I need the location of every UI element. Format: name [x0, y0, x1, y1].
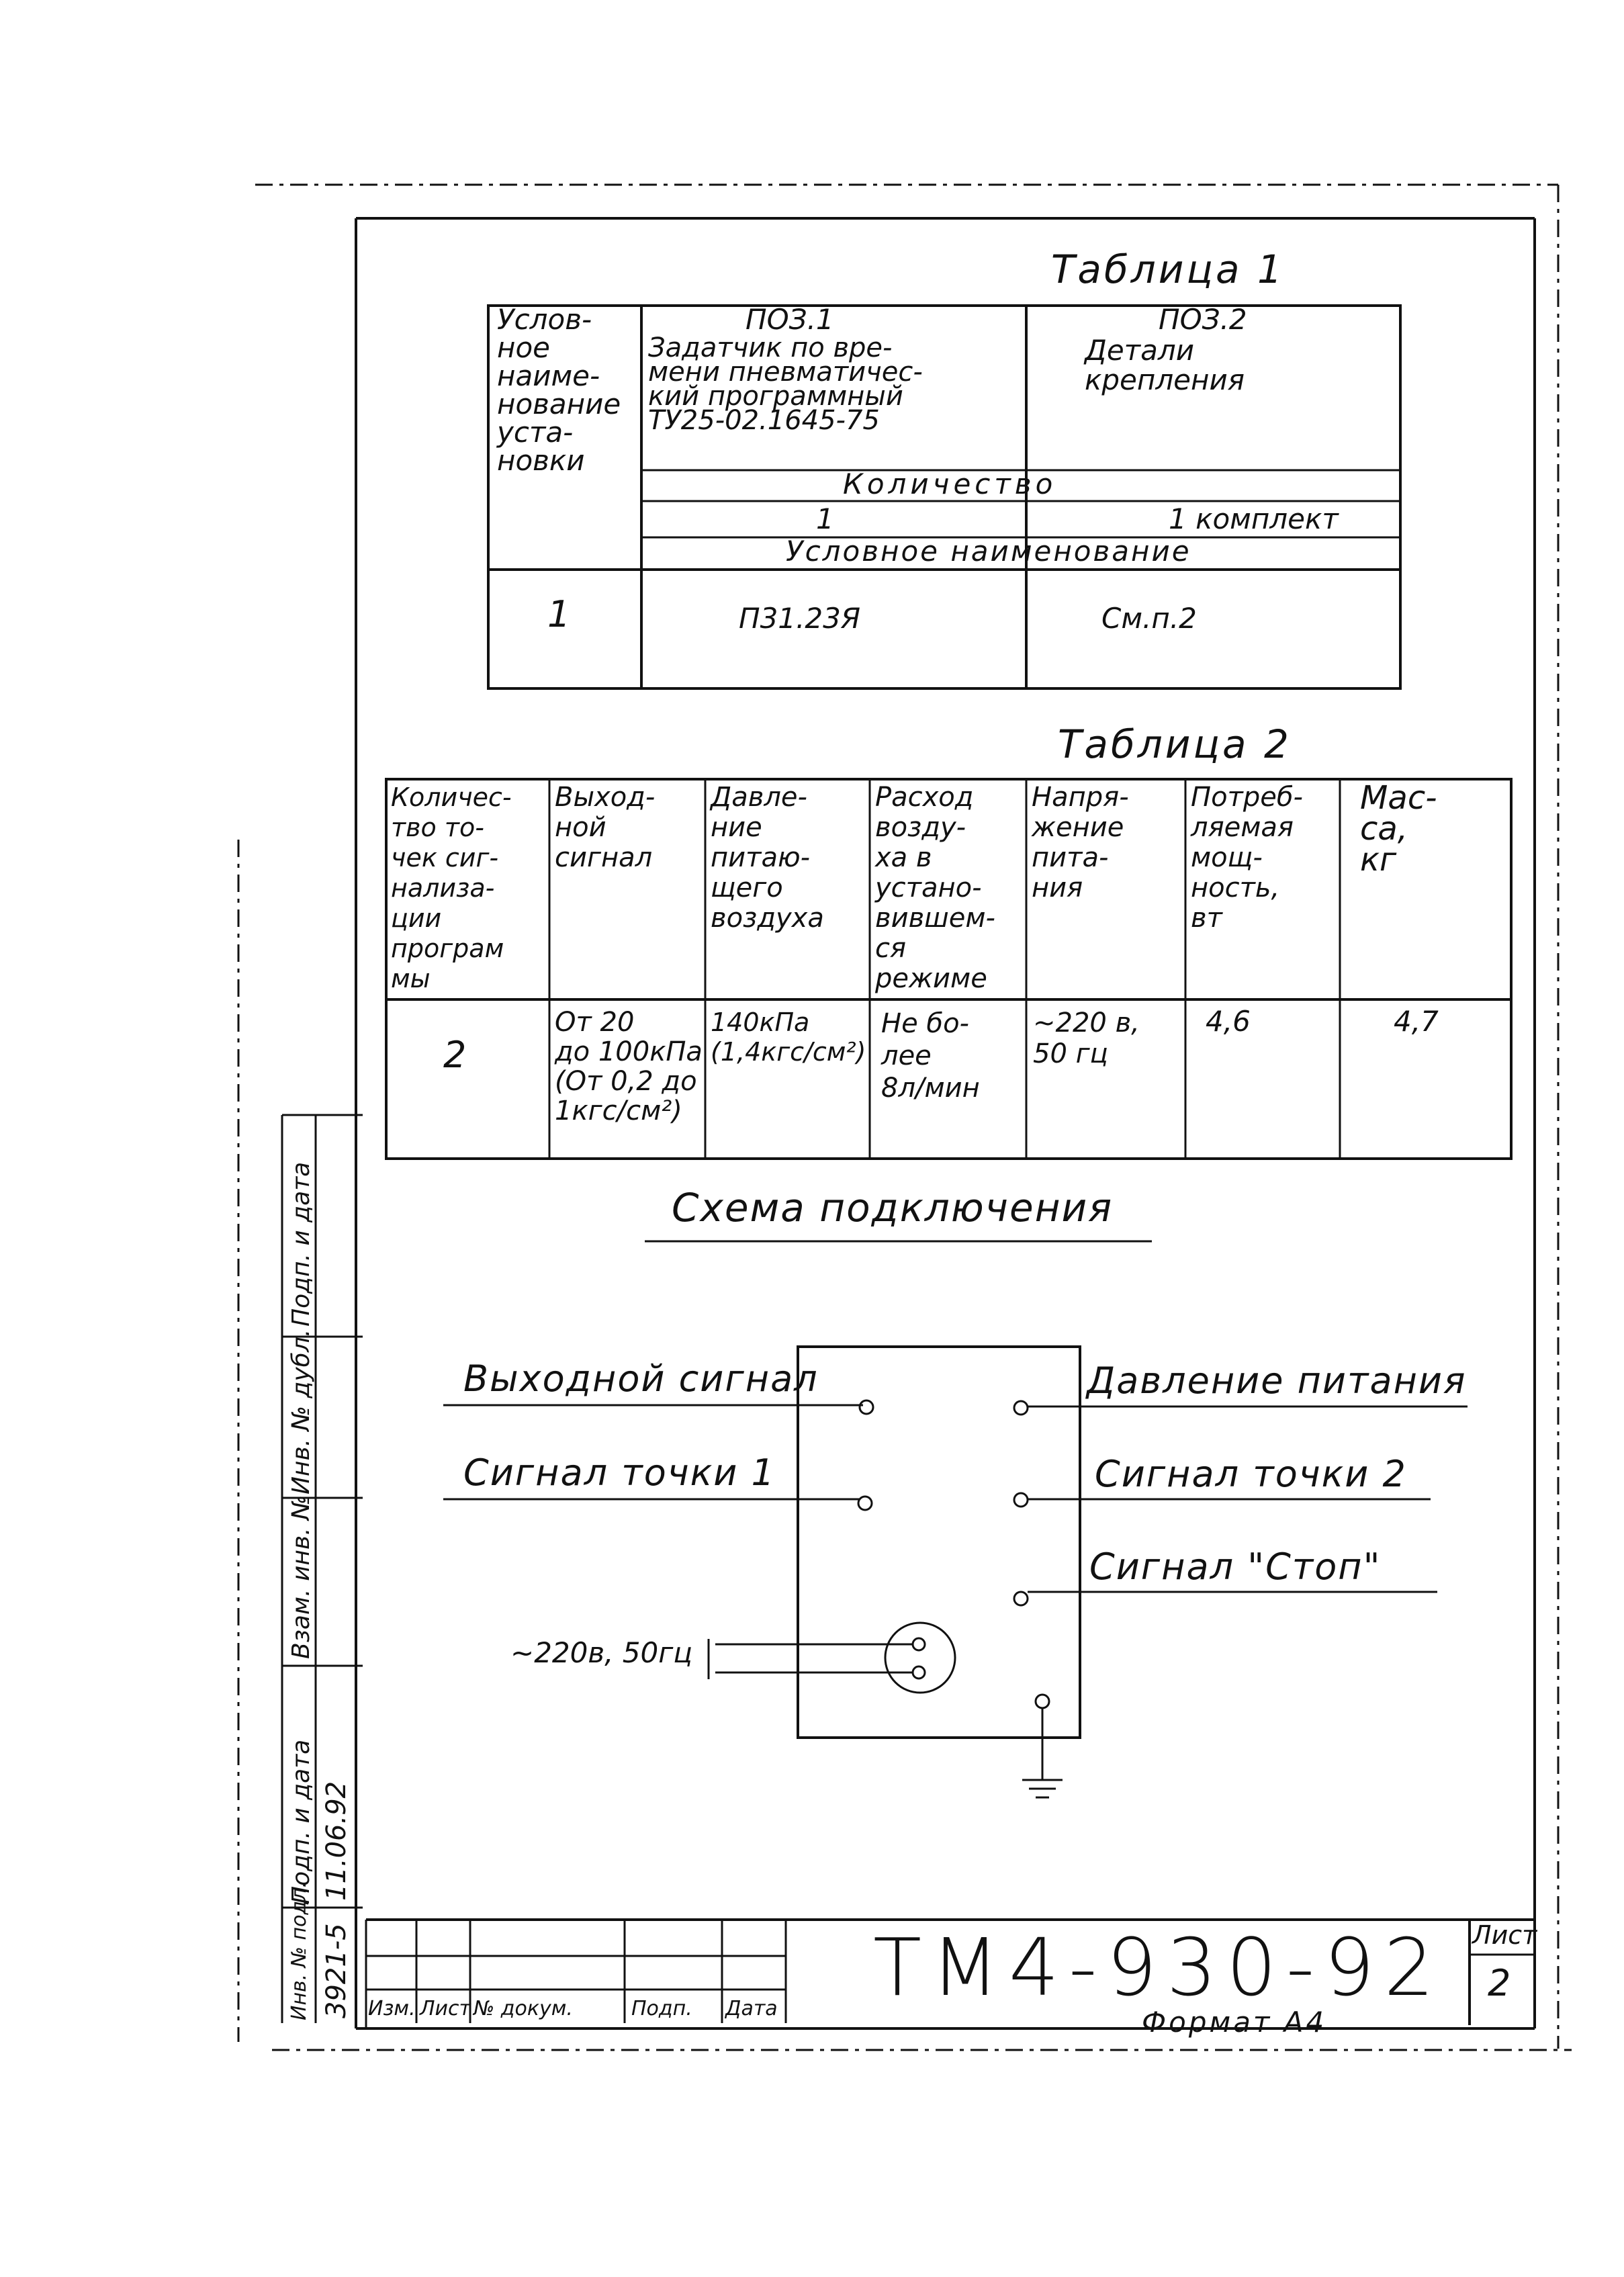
table1-row-val1: П31.23Я	[739, 602, 861, 635]
margin-stamp-sign-date-2: Подп. и дата	[287, 1739, 315, 1904]
margin-stamp-dup-inv: Инв. № дубл.	[287, 1329, 315, 1494]
sheet-number: 2	[1488, 1962, 1511, 2004]
table1-qty1: 1	[816, 502, 834, 535]
margin-stamp-orig-inv: Инв. № подл.	[287, 1881, 311, 2020]
table1-pos2-name: Детали крепления	[1085, 334, 1245, 396]
table2-header-mass: Мас- са, кг	[1360, 779, 1437, 879]
table2-header-output: Выход- ной сигнал	[555, 782, 656, 873]
table2-val-voltage: ~220 в, 50 гц	[1033, 1008, 1140, 1069]
table1-pos1: ПОЗ.1	[746, 303, 834, 336]
table1-pos1-name: Задатчик по вре- мени пневматичес- кий программный ТУ25-02.1645-75	[648, 332, 923, 436]
scheme-label-output-signal: Выходной сигнал	[463, 1357, 819, 1400]
table1-row-id: 1	[547, 593, 571, 635]
title-block-label-doc: № докум.	[473, 1997, 573, 2020]
table1-row-val2: См.п.2	[1101, 602, 1197, 635]
table2-header-power: Потреб- ляемая мощ- ность, вт	[1191, 782, 1303, 934]
margin-stamp-replace-inv: Взам. инв. №	[287, 1494, 315, 1659]
margin-stamp-sign-date-1: Подп. и дата	[287, 1161, 315, 1327]
table1-header-condname: Услов- ное наиме- нование уста- новки	[497, 303, 621, 477]
table1-cond-name-label: Условное наименование	[786, 535, 1191, 568]
scheme-label-power: ~220в, 50гц	[510, 1636, 692, 1669]
table2-header-points: Количес- тво то- чек сиг- нализа- ции програм мы	[391, 783, 512, 993]
margin-handwritten-date: 11.06.92	[321, 1781, 352, 1901]
table2-val-airflow: Не бо- лее 8л/мин	[881, 1008, 980, 1104]
table2-header-airflow: Расход возду- ха в устано- вившем- ся режиме	[875, 782, 995, 994]
table1-pos2: ПОЗ.2	[1159, 303, 1247, 336]
table2-header-voltage: Напря- жение пита- ния	[1032, 782, 1129, 903]
sheet-label: Лист	[1472, 1920, 1537, 1950]
scheme-label-point1-signal: Сигнал точки 1	[463, 1452, 776, 1494]
scheme-label-point2-signal: Сигнал точки 2	[1095, 1453, 1407, 1495]
table1-qty2: 1 комплект	[1169, 502, 1339, 535]
margin-handwritten-inv-number: 3921-5	[321, 1923, 352, 2018]
table2-header-pressure: Давле- ние питаю- щего воздуха	[711, 782, 824, 934]
scheme-title: Схема подключения	[672, 1185, 1114, 1231]
title-block-label-sign: Подп.	[631, 1997, 692, 2020]
title-block-label-change: Изм.	[368, 1997, 416, 2020]
table2-val-mass: 4,7	[1394, 1005, 1439, 1038]
scheme-label-supply-pressure: Давление питания	[1087, 1359, 1467, 1402]
table2-caption: Таблица 2	[1058, 721, 1292, 767]
document-number: ТМ4-930-92	[873, 1921, 1444, 2014]
scheme-label-stop-signal: Сигнал "Стоп"	[1089, 1546, 1382, 1588]
format-label: Формат А4	[1142, 2006, 1327, 2039]
title-block-label-date: Дата	[725, 1997, 778, 2020]
table2-val-points: 2	[443, 1034, 467, 1076]
table2-val-power: 4,6	[1206, 1005, 1251, 1038]
table1-quantity-label: Количество	[843, 467, 1057, 500]
table1-caption: Таблица 1	[1051, 247, 1285, 292]
title-block-label-sheet: Лист	[420, 1997, 471, 2020]
table2-val-output: От 20 до 100кПа (От 0,2 до 1кгс/см²)	[555, 1007, 703, 1126]
table2-val-pressure: 140кПа (1,4кгс/см²)	[711, 1008, 866, 1067]
